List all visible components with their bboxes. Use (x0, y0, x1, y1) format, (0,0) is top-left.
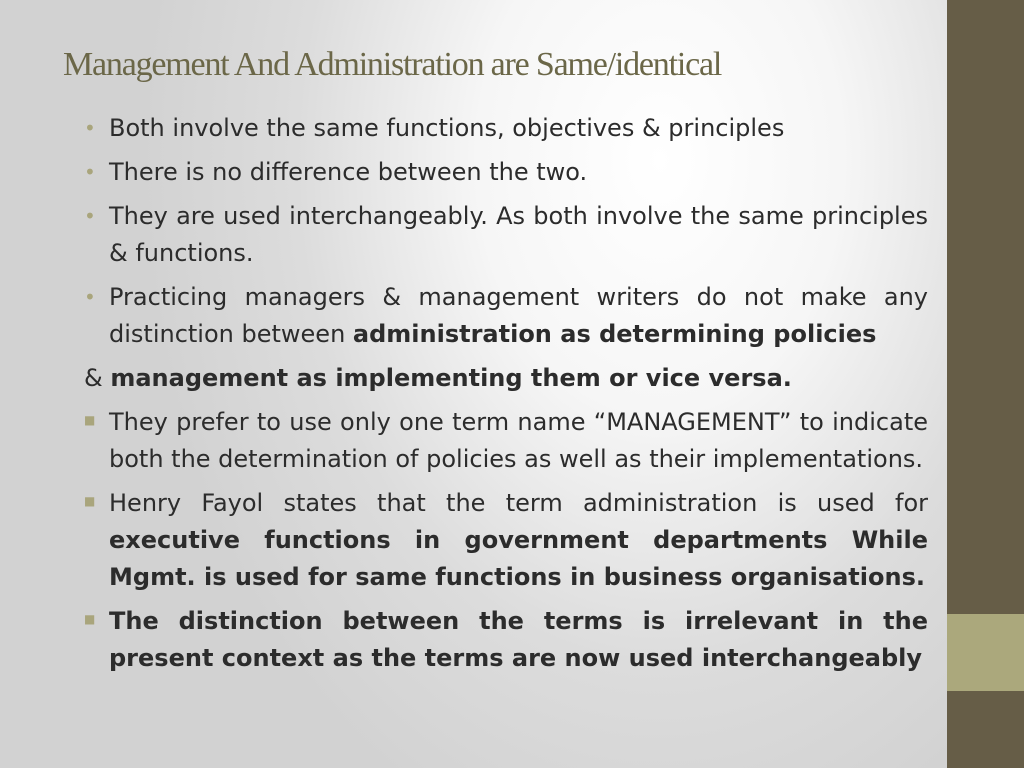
bullet-dot-icon: • (84, 160, 96, 184)
bullet-square-icon: ■ (84, 413, 96, 427)
bullet-list (84, 110, 928, 684)
list-item-bold-text: administration as determining policies (352, 320, 877, 348)
list-item-text: They are used interchangeably. As both involve the same principles & functions. (109, 202, 928, 267)
list-continuation (84, 360, 928, 397)
list-item (84, 603, 928, 677)
list-item-text: & (84, 364, 111, 392)
bullet-square-icon: ■ (84, 612, 96, 626)
list-item (84, 404, 928, 478)
list-item-bold-text: executive functions in government departments While Mgmt. is used for same functions in business organisations. (109, 526, 928, 591)
list-item (84, 485, 928, 596)
list-item-bold-text: The distinction between the terms is irrelevant in the present context as the terms are now used interchangeably (109, 607, 928, 672)
list-item-text: There is no difference between the two. (109, 158, 588, 186)
decorative-side-accent (947, 614, 1024, 691)
bullet-dot-icon: • (84, 285, 96, 309)
list-item (84, 154, 928, 191)
list-item-bold-text: management as implementing them or vice versa. (110, 364, 792, 392)
bullet-dot-icon: • (84, 116, 96, 140)
bullet-square-icon: ■ (84, 494, 96, 508)
bullet-dot-icon: • (84, 204, 96, 228)
list-item-text: Practicing managers & management writers do not make any distinction between (109, 283, 928, 348)
list-item (84, 279, 928, 353)
list-item-text: They prefer to use only one term name “MANAGEMENT” to indicate both the determination of policies as well as their implementations. (109, 408, 928, 473)
list-item-text: Both involve the same functions, objectives & principles (109, 114, 785, 142)
slide-title: Management And Administration are Same/identical (63, 46, 722, 83)
list-item-text: Henry Fayol states that the term administration is used for (109, 489, 928, 517)
list-item (84, 110, 928, 147)
list-item (84, 198, 928, 272)
